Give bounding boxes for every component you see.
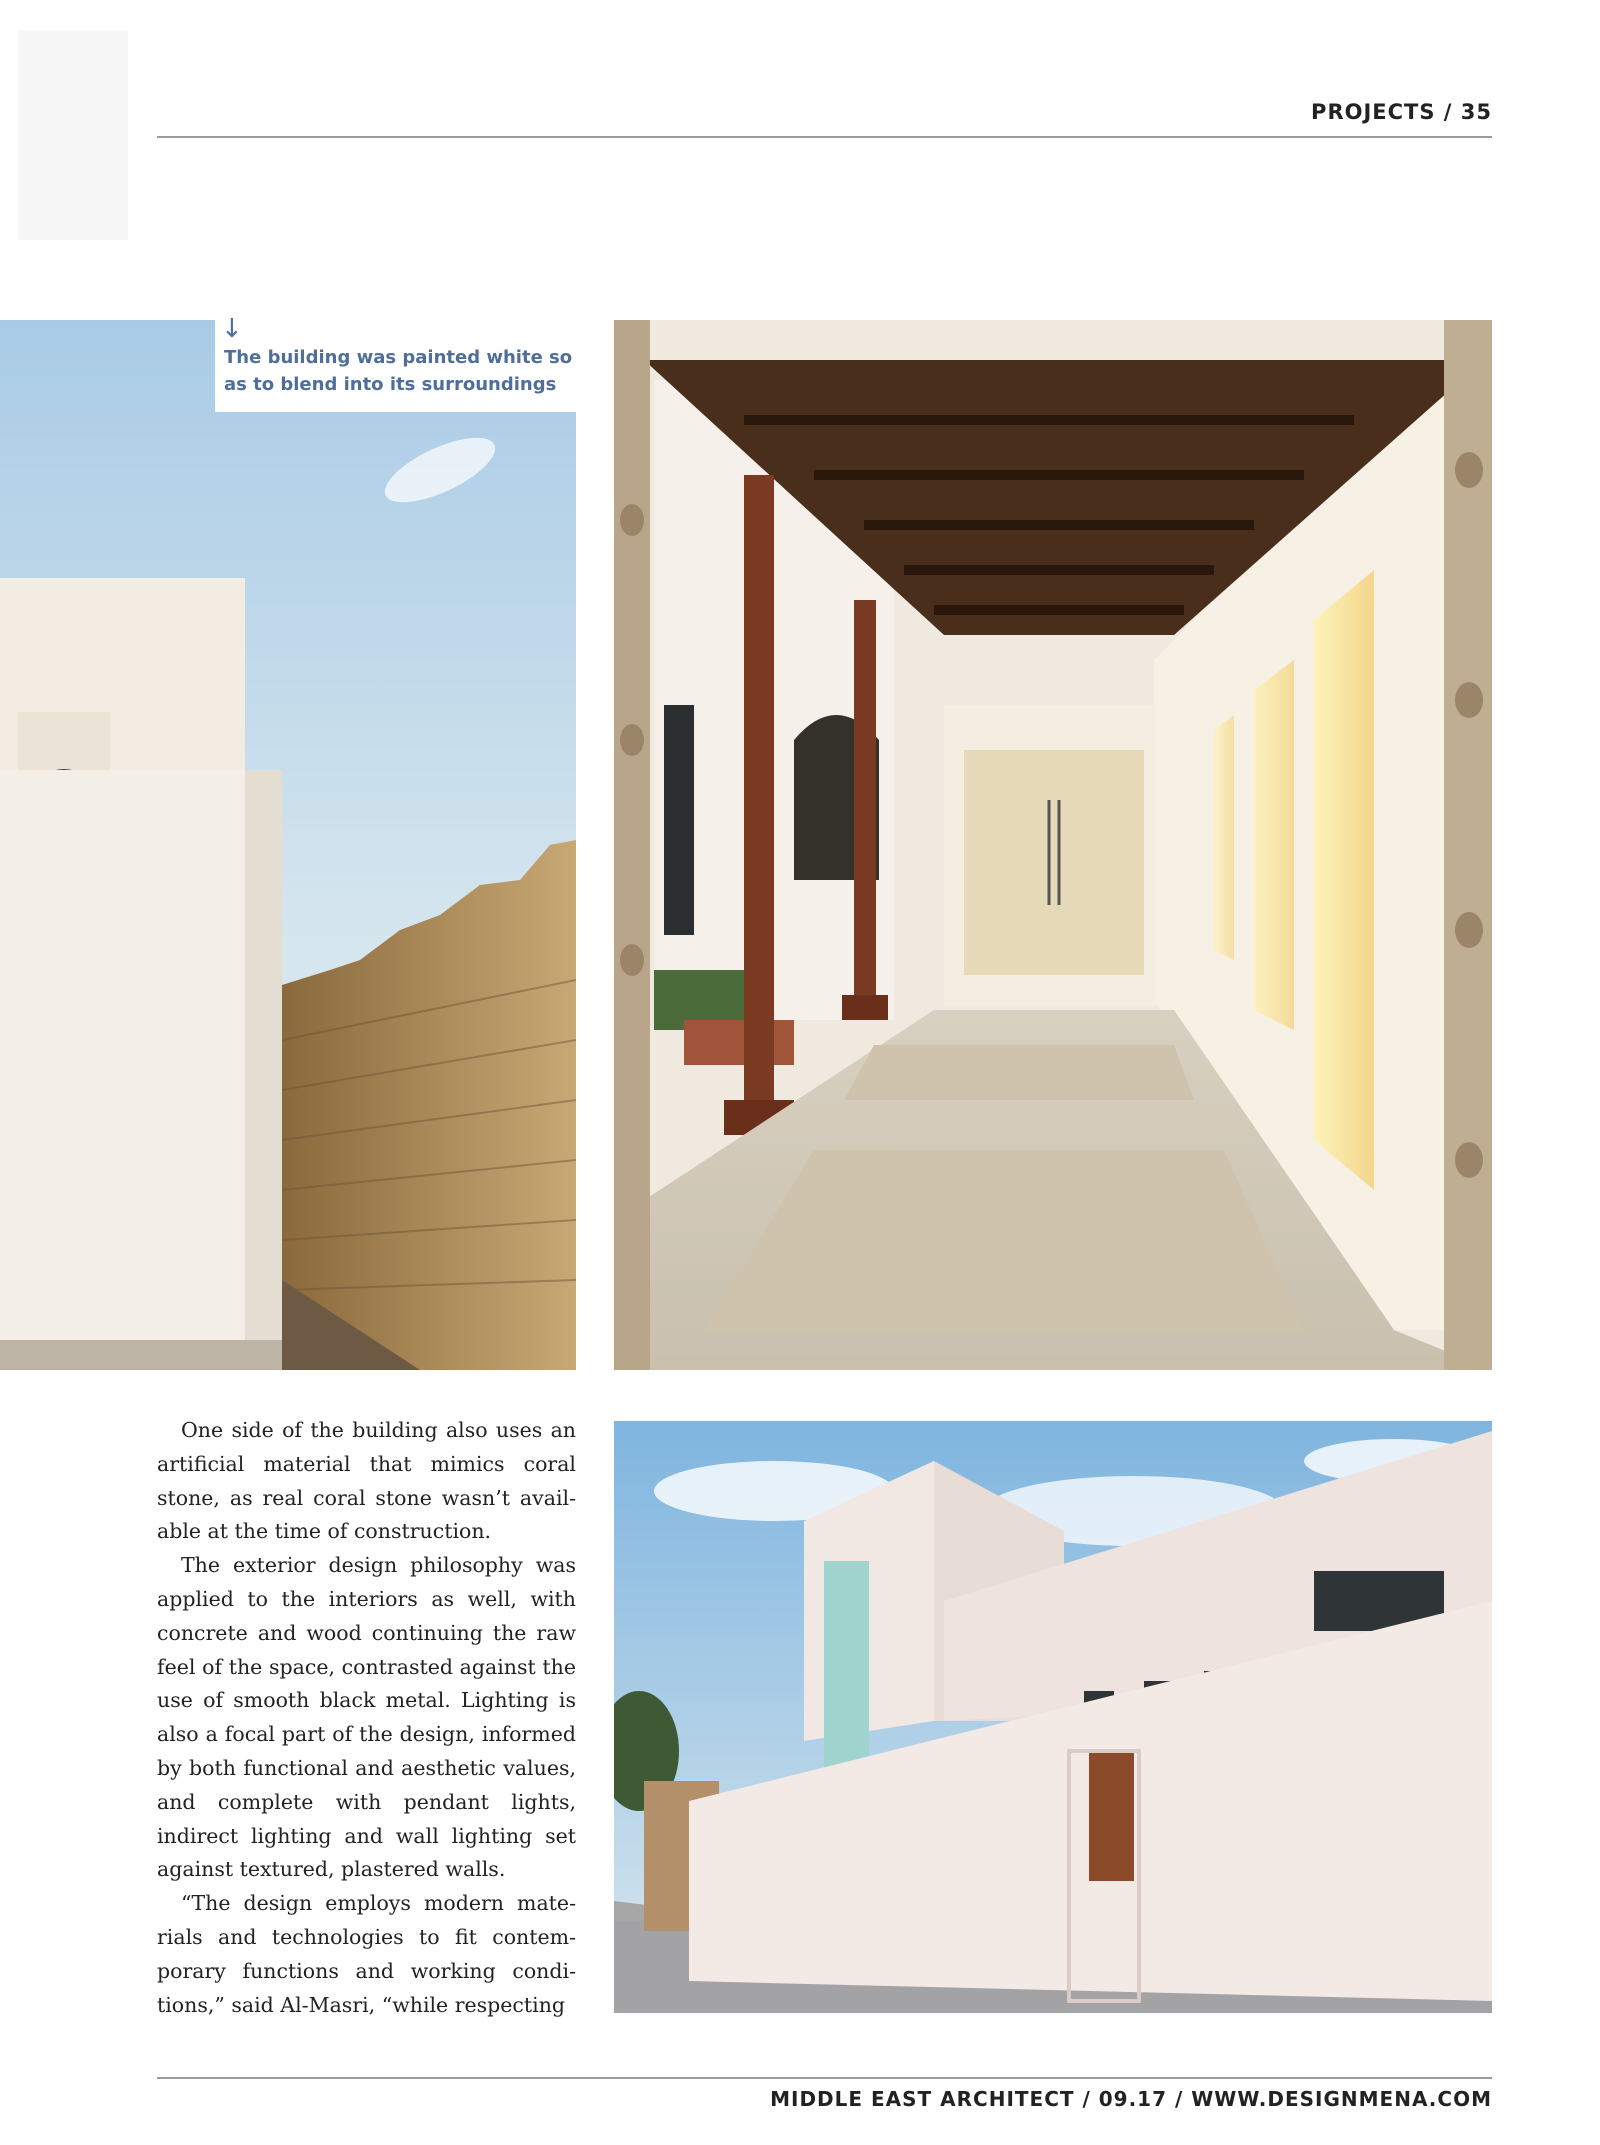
paragraph: One side of the building also uses an artificial material that mimics coral stone, as real coral stone wasn’t available at the time of construction.	[157, 1418, 576, 1544]
arrow-down-icon: ↓	[221, 314, 243, 344]
page-footer: MIDDLE EAST ARCHITECT / 09.17 / WWW.DESIGNMENA.COM	[770, 2087, 1492, 2111]
header-divider	[157, 136, 1492, 138]
page-folio: PROJECTS / 35	[1311, 100, 1492, 124]
paragraph: “The design employs modern materials and technologies to fit contemporary functions and working conditions,” said Al-Masri, “while respecting	[157, 1891, 576, 2017]
footer-divider	[157, 2077, 1492, 2079]
paragraph: The exterior design philosophy was applied to the interiors as well, with concrete and wood continuing the raw feel of the space, contrasted against the use of smooth black metal. Lighting is also a focal part of the design, informed by both functional and aesthetic values, and complete with pendant lights, indirect lighting and wall lighting set against textured, plastered walls.	[157, 1553, 576, 1882]
article-body	[157, 1414, 576, 2022]
photo-building-rendering	[614, 1421, 1492, 2013]
photo-colonnade-interior	[614, 320, 1492, 1370]
caption-text: The building was painted white so as to blend into its surroundings	[224, 347, 573, 395]
photo-caption	[215, 316, 576, 412]
background-watermark-graphic	[18, 30, 128, 240]
photo-white-building-exterior	[0, 320, 576, 1370]
